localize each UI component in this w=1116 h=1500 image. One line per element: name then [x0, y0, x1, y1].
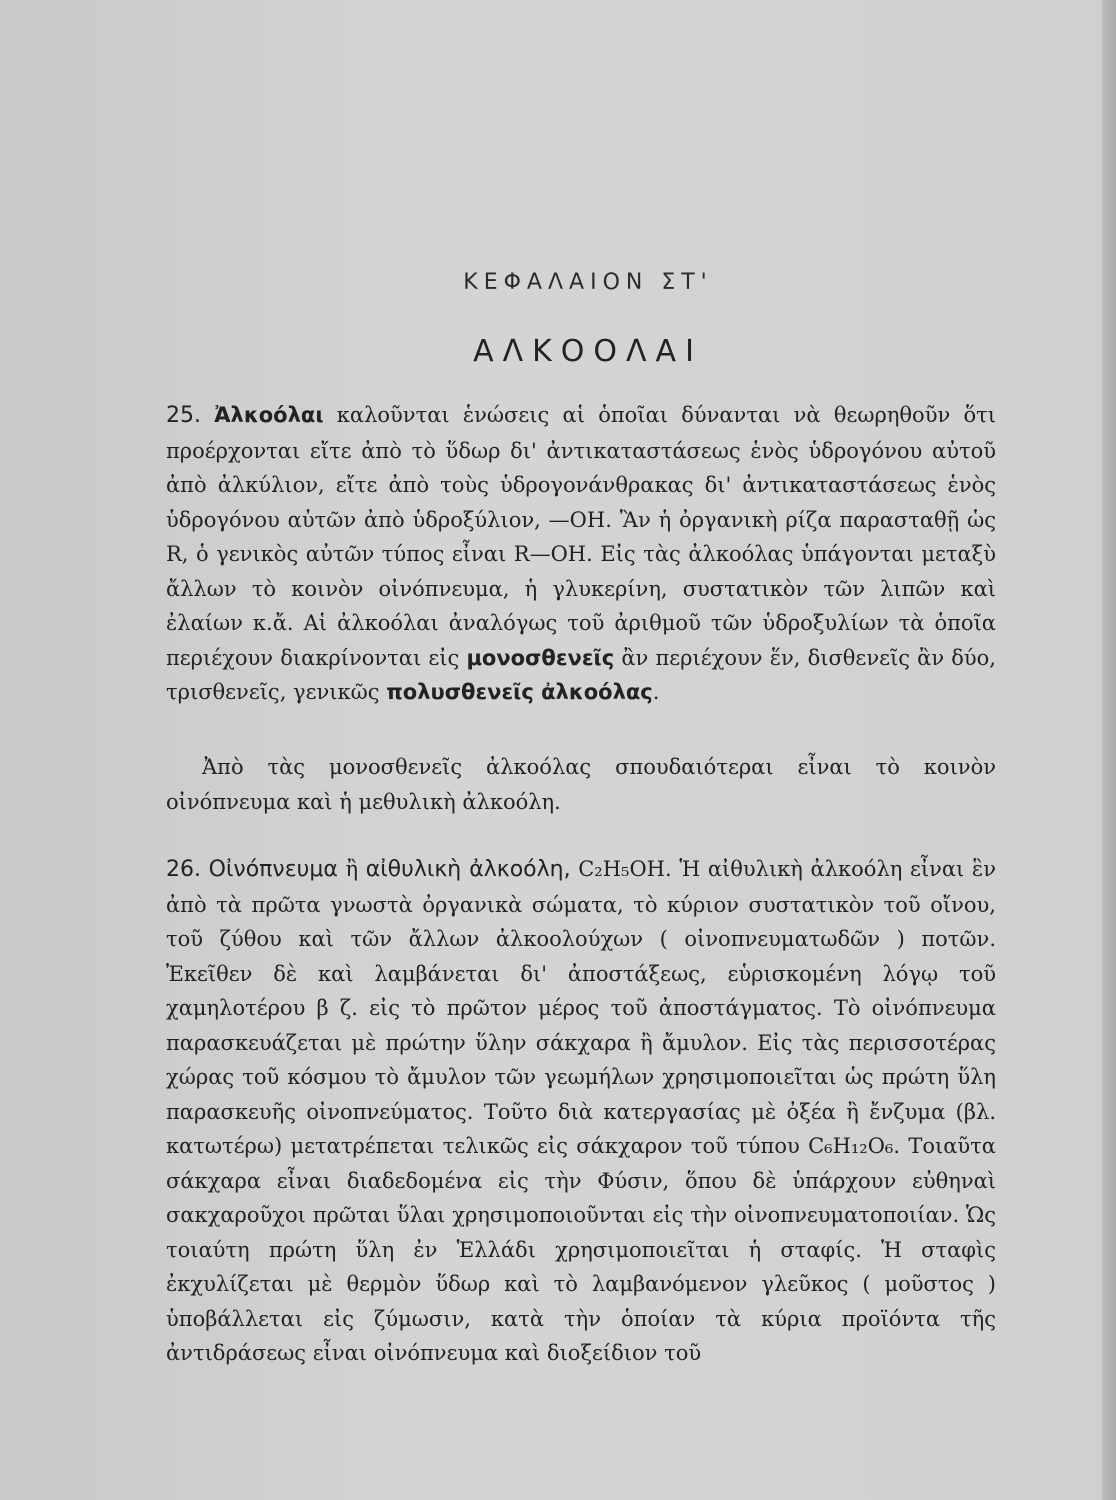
- section-25-paragraph-2: Ἀπὸ τὰς μονοσθενεῖς ἀλκοόλας σπουδαιότεραι εἶναι τὸ κοινὸν οἰνόπνευμα καὶ ἡ μεθυλικὴ ἀλκοόλη.: [166, 755, 996, 814]
- term-polyvalent: πολυσθενεῖς ἀλκοόλας: [386, 680, 653, 704]
- formula-ethanol: C₂H₅OH.: [578, 857, 672, 881]
- chapter-heading: ΚΕΦΑΛΑΙΟΝ ΣΤ': [463, 270, 713, 295]
- body-text: καλοῦνται ἑνώσεις αἱ ὁποῖαι δύνανται νὰ θεωρηθοῦν ὅτι προέρχονται εἴτε ἀπὸ τὸ ὕδωρ δι' ἀντικαταστάσεως ἑνὸς ὑδρογόνου αὐτοῦ ἀπὸ ἀλκύλιον, εἴτε ἀπὸ τοὺς ὑδρογονάνθρακας δι' ἀντικαταστάσεως ἑνὸς ὑδρογόνου αὐτῶν ἀπὸ ὑδροξύλιον, —OH. Ἂν ἡ ὀργανικὴ ρίζα παρασταθῇ ὡς R, ὁ γενικὸς αὐτῶν τύπος εἶναι R—OH. Εἰς τὰς ἀλκοόλας ὑπάγονται μεταξὺ ἄλλων τὸ κοινὸν οἰνόπνευμα, ἡ γλυκερίνη, συστατικὸν τῶν λιπῶν καὶ ἐλαίων κ.ἄ. Αἱ ἀλκοόλαι ἀναλόγως τοῦ ἀριθμοῦ τῶν ὑδροξυλίων τὰ ὁποῖα περιέχουν διακρίνονται εἰς: [166, 403, 996, 670]
- term-alcohols: Ἀλκοόλαι: [214, 403, 324, 427]
- section-number: 26.: [166, 857, 201, 882]
- heading-ethyl-alcohol: αἰθυλικὴ ἀλκοόλη,: [365, 857, 571, 882]
- body-text: Ἡ αἰθυλικὴ ἀλκοόλη εἶναι ἓν ἀπὸ τὰ πρῶτα γνωστὰ ὀργανικὰ σώματα, τὸ κύριον συστατικὸν τοῦ οἴνου, τοῦ ζύθου καὶ τῶν ἄλλων ἀλκοολούχων ( οἰνοπνευματωδῶν ) ποτῶν. Ἐκεῖθεν δὲ καὶ λαμβάνεται δι' ἀποστάξεως, εὑρισκομένη λόγῳ τοῦ χαμηλοτέρου β ζ. εἰς τὸ πρῶτον μέρος τοῦ ἀποστάγματος. Τὸ οἰνόπνευμα παρασκευάζεται μὲ πρώτην ὕλην σάκχαρα ἢ ἄμυλον. Εἰς τὰς περισσοτέρας χώρας τοῦ κόσμου τὸ ἄμυλον τῶν γεωμήλων χρησιμοποιεῖται ὡς πρώτη ὕλη παρασκευῆς οἰνοπνεύματος. Τοῦτο διὰ κατεργασίας μὲ ὀξέα ἢ ἔνζυμα (βλ. κατωτέρω) μετατρέπεται τελικῶς εἰς σάκχαρον τοῦ τύπου: [166, 857, 996, 1158]
- section-25-paragraph: [166, 398, 996, 710]
- body-text: Τοιαῦτα σάκχαρα εἶναι διαδεδομένα εἰς τὴν Φύσιν, ὅπου δὲ ὑπάρχουν εὐθηναὶ σακχαροῦχοι πρῶται ὕλαι χρησιμοποιοῦνται εἰς τὴν οἰνοπνευματοποιίαν. Ὡς τοιαύτη πρώτη ὕλη ἐν Ἑλλάδι χρησιμοποιεῖται ἡ σταφίς. Ἡ σταφὶς ἐκχυλίζεται μὲ θερμὸν ὕδωρ καὶ τὸ λαμβανόμενον γλεῦκος ( μοῦστος ) ὑποβάλλεται εἰς ζύμωσιν, κατὰ τὴν ὁποίαν τὰ κύρια προϊόντα τῆς ἀντιδράσεως εἶναι οἰνόπνευμα καὶ διοξείδιον τοῦ: [166, 1134, 996, 1365]
- formula-sugar: C₆H₁₂O₆.: [808, 1134, 901, 1158]
- page-edge: [1102, 0, 1116, 1500]
- heading-ethanol: Οἰνόπνευμα: [208, 857, 338, 882]
- term-monovalent: μονοσθενεῖς: [466, 645, 615, 670]
- section-number: 25.: [166, 403, 201, 428]
- heading-or: ἢ: [345, 857, 359, 881]
- chapter-title: ΑΛΚΟΟΛΑΙ: [473, 334, 703, 369]
- section-26-paragraph: [166, 852, 996, 1371]
- body-text: .: [652, 680, 660, 704]
- body-text: ἂν περιέχουν ἕν, δισθενεῖς ἂν δύο, τρισθενεῖς, γενικῶς: [166, 645, 996, 704]
